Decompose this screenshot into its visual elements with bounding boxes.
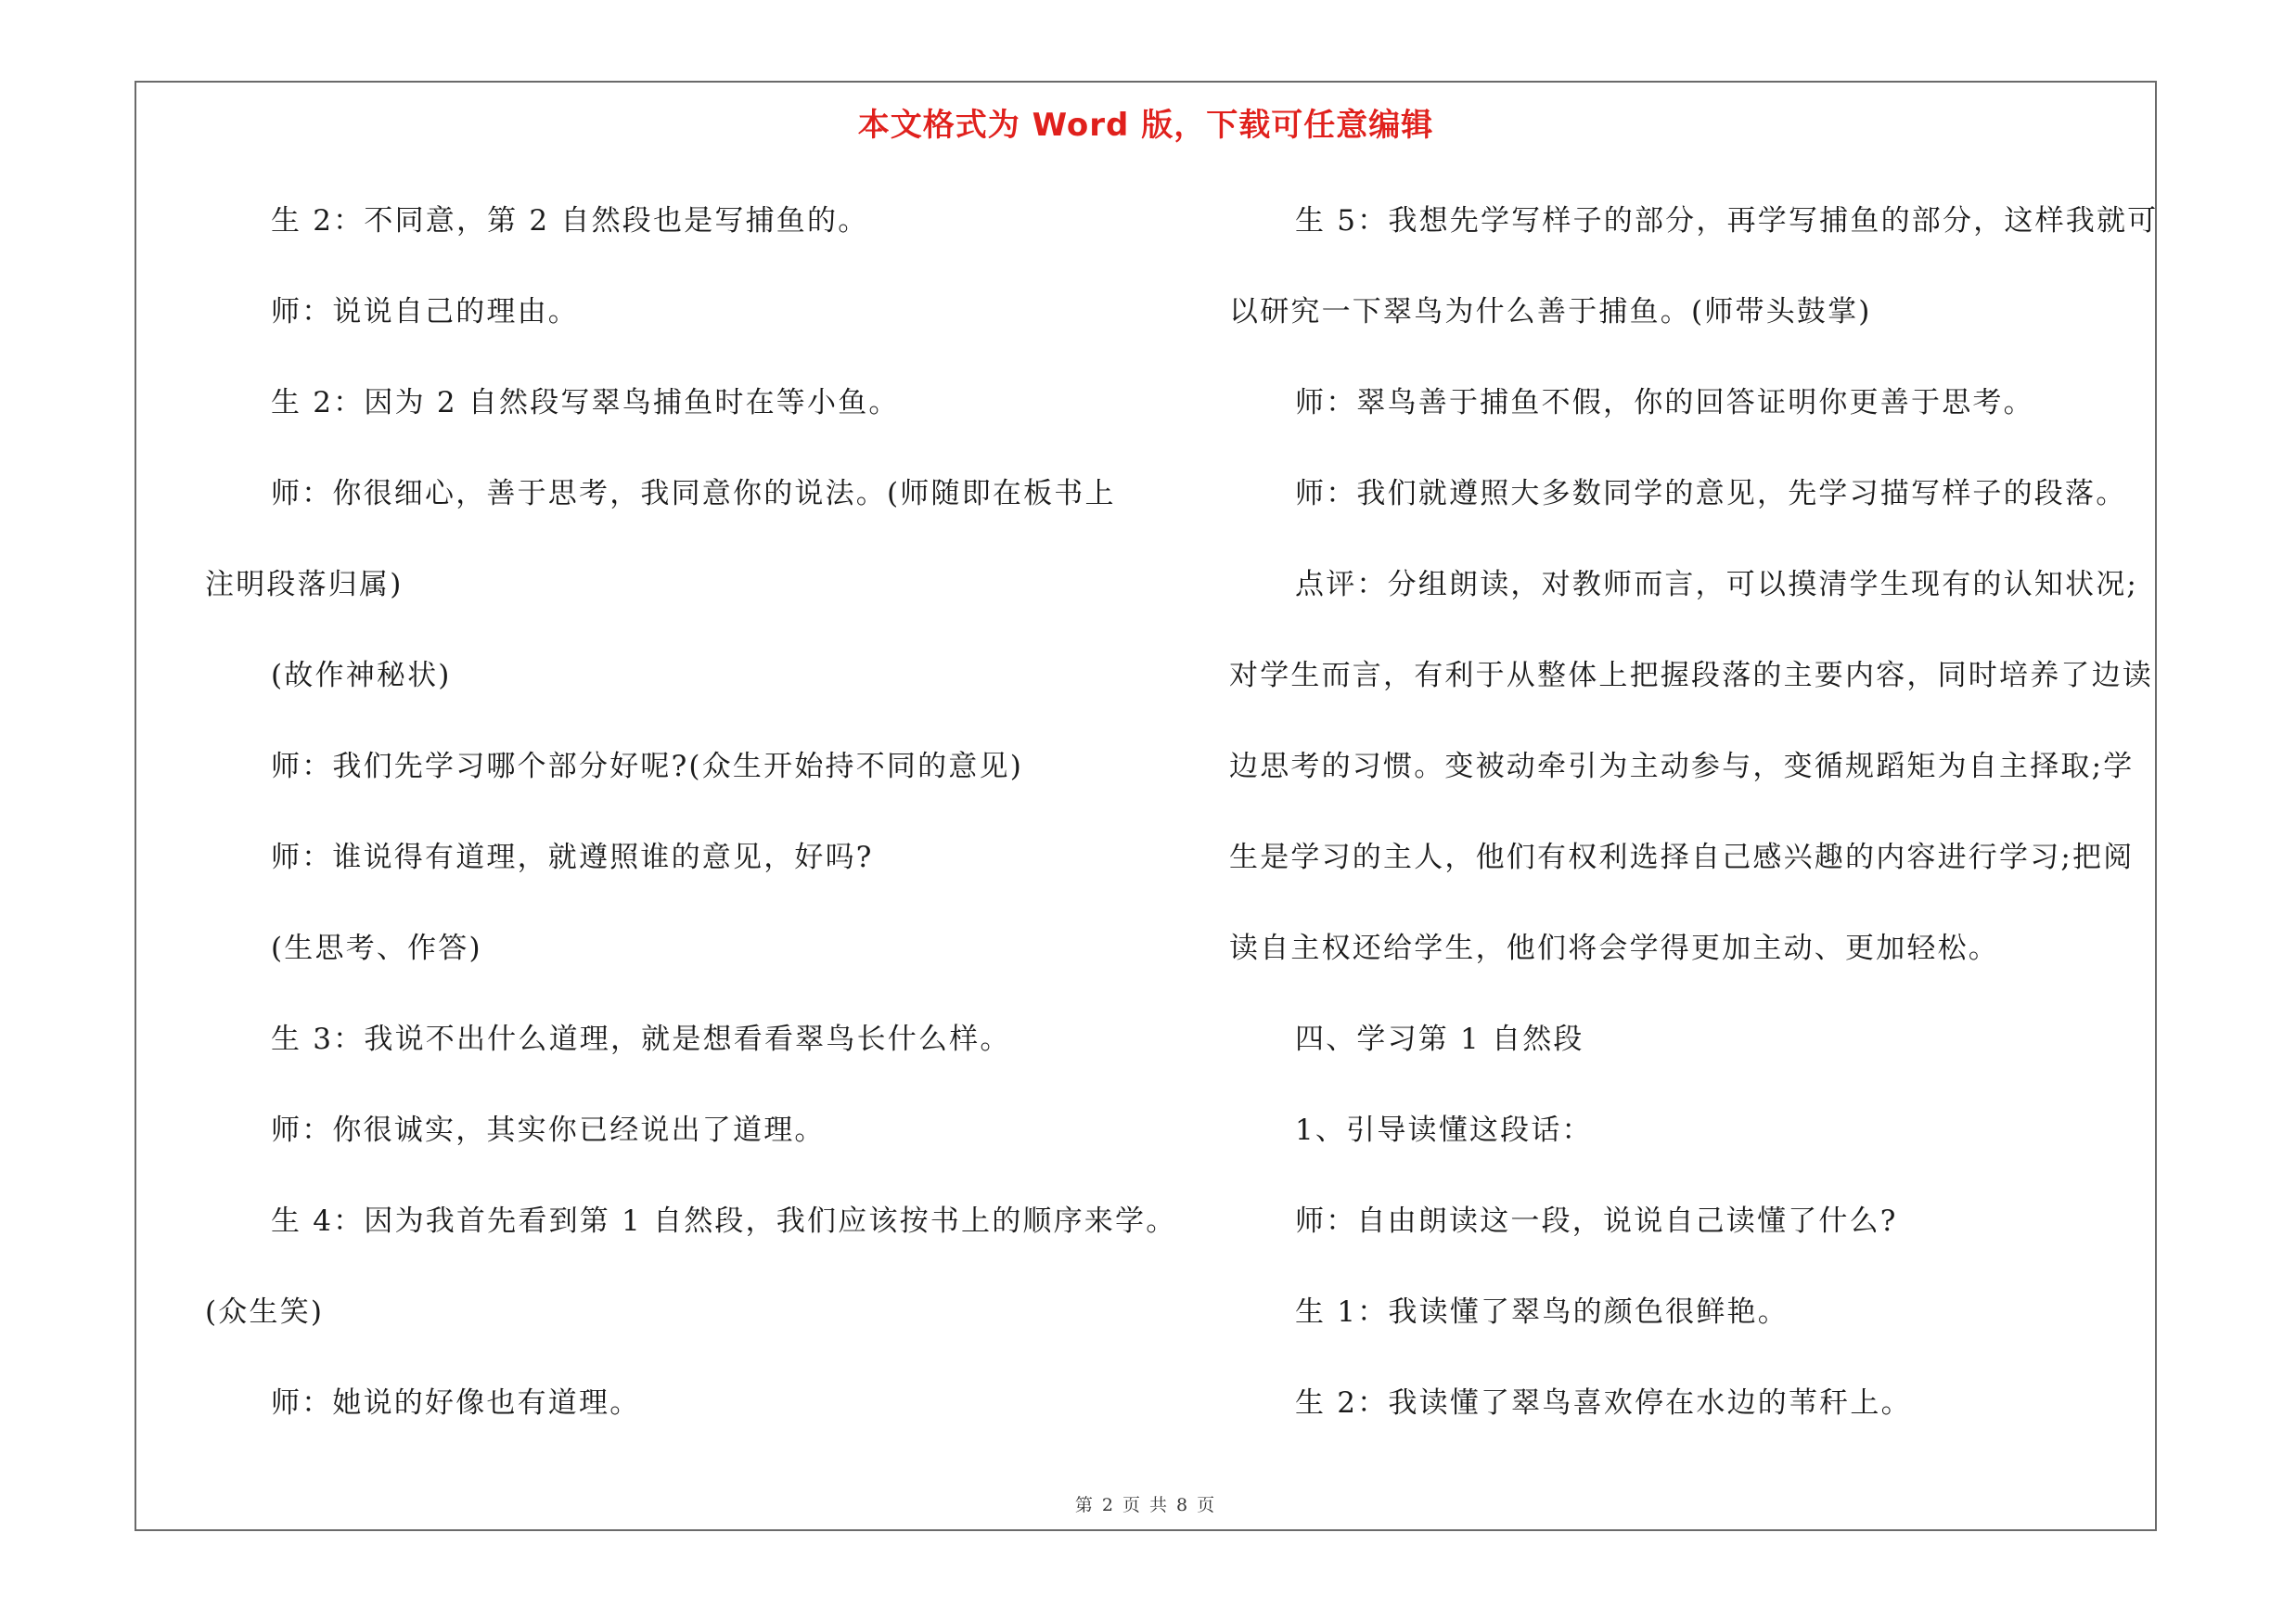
paragraph-line: 师：说说自己的理由。	[271, 295, 579, 328]
paragraph-line: 师：自由朗读这一段，说说自己读懂了什么?	[1295, 1204, 1898, 1238]
paragraph-line: 师：谁说得有道理，就遵照谁的意见，好吗?	[271, 841, 874, 874]
paragraph-line: 生 3：我说不出什么道理，就是想看看翠鸟长什么样。	[271, 1023, 1011, 1056]
paragraph-line: (生思考、作答)	[271, 932, 482, 965]
page-number: 第 2 页 共 8 页	[1074, 1495, 1217, 1515]
paragraph-line: 以研究一下翠鸟为什么善于捕鱼。(师带头鼓掌)	[1229, 295, 1872, 328]
paragraph-line: 师：她说的好像也有道理。	[271, 1386, 641, 1420]
format-banner: 本文格式为 Word 版，下载可任意编辑	[857, 107, 1434, 144]
page-frame	[135, 81, 2157, 1531]
paragraph-line: 师：翠鸟善于捕鱼不假，你的回答证明你更善于思考。	[1295, 386, 2034, 419]
paragraph-line: 师：我们先学习哪个部分好呢?(众生开始持不同的意见)	[271, 750, 1024, 783]
paragraph-line: 边思考的习惯。变被动牵引为主动参与，变循规蹈矩为自主择取;学	[1229, 750, 2135, 783]
paragraph-line: 生是学习的主人，他们有权利选择自己感兴趣的内容进行学习;把阅	[1229, 841, 2135, 874]
paragraph-line: 点评：分组朗读，对教师而言，可以摸清学生现有的认知状况;	[1295, 568, 2139, 601]
paragraph-line: 注明段落归属)	[205, 568, 404, 601]
paragraph-line: 读自主权还给学生，他们将会学得更加主动、更加轻松。	[1229, 932, 1999, 965]
left-column	[205, 183, 1177, 1456]
paragraph-line: (众生笑)	[205, 1295, 325, 1329]
paragraph-line: (故作神秘状)	[271, 659, 452, 692]
right-column	[1229, 183, 2159, 1456]
paragraph-line: 生 5：我想先学写样子的部分，再学写捕鱼的部分，这样我就可	[1295, 204, 2159, 238]
paragraph-line: 生 2：不同意，第 2 自然段也是写捕鱼的。	[271, 204, 869, 238]
paragraph-line: 生 4：因为我首先看到第 1 自然段，我们应该按书上的顺序来学。	[271, 1204, 1177, 1238]
paragraph-line: 师：你很细心，善于思考，我同意你的说法。(师随即在板书上	[271, 477, 1116, 510]
paragraph-line: 师：你很诚实，其实你已经说出了道理。	[271, 1114, 826, 1147]
paragraph-line: 师：我们就遵照大多数同学的意见，先学习描写样子的段落。	[1295, 477, 2127, 510]
paragraph-line: 生 2：因为 2 自然段写翠鸟捕鱼时在等小鱼。	[271, 386, 900, 419]
paragraph-line: 对学生而言，有利于从整体上把握段落的主要内容，同时培养了边读	[1229, 659, 2153, 692]
paragraph-line: 生 1：我读懂了翠鸟的颜色很鲜艳。	[1295, 1295, 1789, 1329]
paragraph-line: 生 2：我读懂了翠鸟喜欢停在水边的苇秆上。	[1295, 1386, 1912, 1420]
paragraph-line: 四、学习第 1 自然段	[1295, 1023, 1584, 1056]
paragraph-line: 1、引导读懂这段话：	[1295, 1114, 1593, 1147]
